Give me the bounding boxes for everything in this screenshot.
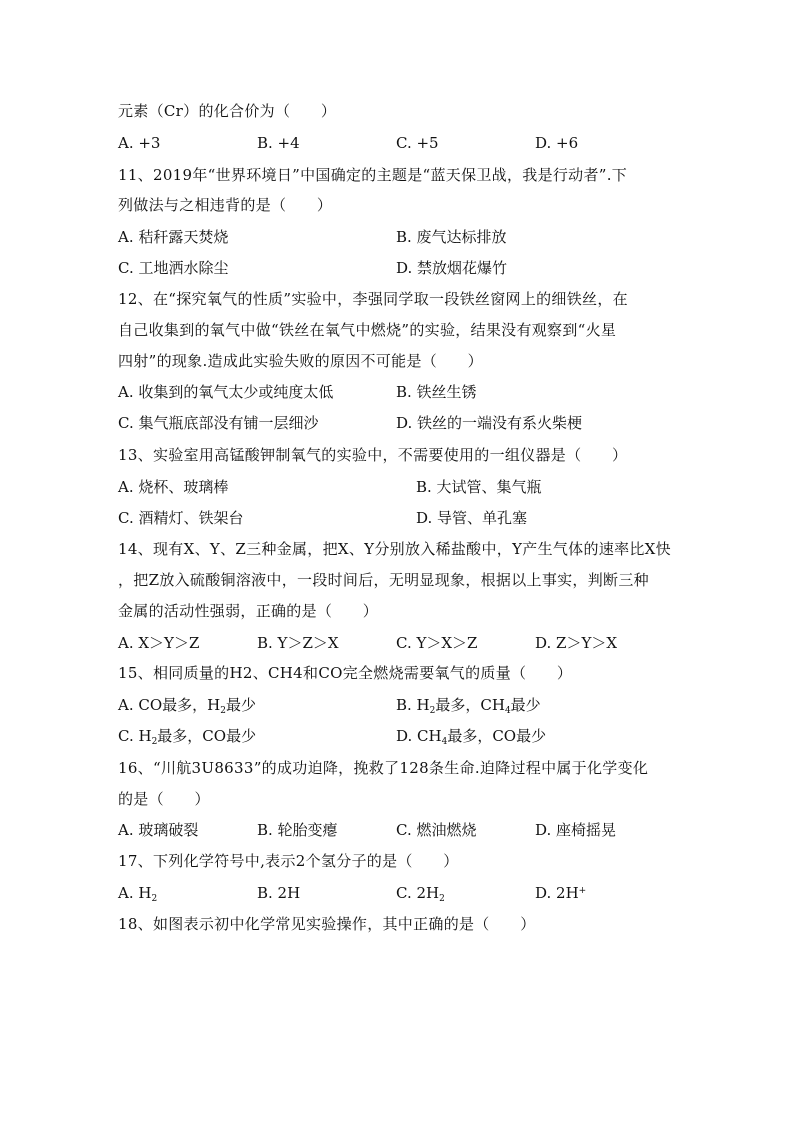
q17-option-a-text: A. H xyxy=(118,884,152,902)
q15-option-a-text2: 最少 xyxy=(225,696,256,714)
q15-option-c-text1: C. H xyxy=(118,727,152,745)
q15-option-a-subscript: 2 xyxy=(220,706,226,716)
q15-option-d xyxy=(396,726,546,746)
q15-option-b-subscript2: 4 xyxy=(504,706,511,716)
question-11-stem-line1: 11、2019年“世界环境日”中国确定的主题是“蓝天保卫战，我是行动者”.下 xyxy=(118,166,628,184)
q12-option-d: D. 铁丝的一端没有系火柴梗 xyxy=(396,414,583,432)
q15-option-b-text2: 最多，CH xyxy=(435,696,505,714)
q10-option-d: D. +6 xyxy=(535,134,579,152)
q15-option-c-subscript: 2 xyxy=(151,737,158,747)
q11-option-d: D. 禁放烟花爆竹 xyxy=(396,259,508,277)
question-14-stem-line1: 14、现有X、Y、Z三种金属，把X、Y分别放入稀盐酸中，Y产生气体的速率比X快 xyxy=(118,540,671,558)
question-12-stem-line1: 12、在“探究氧气的性质”实验中，李强同学取一段铁丝窗网上的细铁丝，在 xyxy=(118,290,628,308)
q14-option-d: D. Z＞Y＞X xyxy=(535,634,618,652)
q17-option-c xyxy=(396,883,445,903)
q13-option-a: A. 烧杯、玻璃棒 xyxy=(118,478,229,496)
q10-option-b: B. +4 xyxy=(257,134,300,152)
q11-option-a: A. 秸秆露天焚烧 xyxy=(118,228,229,246)
q16-option-a: A. 玻璃破裂 xyxy=(118,821,199,839)
q15-option-d-text1: D. CH xyxy=(396,727,442,745)
q12-option-b: B. 铁丝生锈 xyxy=(396,383,477,401)
q10-option-a: A. +3 xyxy=(118,134,161,152)
question-10-stem: 元素（Cr）的化合价为（ ） xyxy=(118,102,337,120)
question-11-stem-line2: 列做法与之相违背的是（ ） xyxy=(118,196,333,214)
q14-option-c: C. Y＞X＞Z xyxy=(396,634,478,652)
q17-option-d-text: D. 2H xyxy=(535,884,579,902)
q16-option-b: B. 轮胎变瘪 xyxy=(257,821,338,839)
q15-option-b-subscript1: 2 xyxy=(429,706,436,716)
q17-option-d xyxy=(535,883,586,903)
question-14-stem-line3: 金属的活动性强弱，正确的是（ ） xyxy=(118,602,379,620)
question-12-stem-line2: 自己收集到的氧气中做“铁丝在氧气中燃烧”的实验，结果没有观察到“火星 xyxy=(118,321,617,339)
q17-option-a xyxy=(118,883,157,903)
question-17-stem: 17、下列化学符号中,表示2个氢分子的是（ ） xyxy=(118,852,459,870)
q15-option-d-subscript: 4 xyxy=(441,737,448,747)
question-15-stem: 15、相同质量的H2、CH4和CO完全燃烧需要氧气的质量（ ） xyxy=(118,664,573,682)
q15-option-a xyxy=(118,695,256,715)
q17-option-c-subscript: 2 xyxy=(439,894,445,904)
q10-option-c: C. +5 xyxy=(396,134,439,152)
q17-option-b: B. 2H xyxy=(257,884,301,902)
q16-option-d: D. 座椅摇晃 xyxy=(535,821,617,839)
q14-option-b: B. Y＞Z＞X xyxy=(257,634,339,652)
q11-option-b: B. 废气达标排放 xyxy=(396,228,507,246)
question-12-stem-line3: 四射”的现象.造成此实验失败的原因不可能是（ ） xyxy=(118,352,483,370)
q14-option-a: A. X＞Y＞Z xyxy=(118,634,200,652)
question-16-stem-line1: 16、“川航3U8633”的成功迫降，挽救了128条生命.迫降过程中属于化学变化 xyxy=(118,759,649,777)
q13-option-b: B. 大试管、集气瓶 xyxy=(416,478,542,496)
question-16-stem-line2: 的是（ ） xyxy=(118,790,210,808)
q13-option-d: D. 导管、单孔塞 xyxy=(416,509,528,527)
question-18-stem: 18、如图表示初中化学常见实验操作，其中正确的是（ ） xyxy=(118,915,536,933)
q12-option-a: A. 收集到的氧气太少或纯度太低 xyxy=(118,383,334,401)
q15-option-b-text1: B. H xyxy=(396,696,430,714)
q16-option-c: C. 燃油燃烧 xyxy=(396,821,477,839)
q17-option-a-subscript: 2 xyxy=(151,894,158,904)
q11-option-c: C. 工地洒水除尘 xyxy=(118,259,229,277)
q15-option-d-text2: 最多，CO最少 xyxy=(447,727,547,745)
question-13-stem: 13、实验室用高锰酸钾制氧气的实验中，不需要使用的一组仪器是（ ） xyxy=(118,446,628,464)
q15-option-c xyxy=(118,726,256,746)
q17-option-c-text: C. 2H xyxy=(396,884,440,902)
question-14-stem-line2: ，把Z放入硫酸铜溶液中，一段时间后，无明显现象，根据以上事实，判断三种 xyxy=(118,571,649,589)
q13-option-c: C. 酒精灯、铁架台 xyxy=(118,509,244,527)
q15-option-c-text2: 最多，CO最少 xyxy=(157,727,257,745)
q17-option-d-superscript: + xyxy=(578,886,587,896)
q15-option-a-text1: A. CO最多，H xyxy=(118,696,221,714)
q12-option-c: C. 集气瓶底部没有铺一层细沙 xyxy=(118,414,319,432)
q15-option-b xyxy=(396,695,541,715)
q15-option-b-text3: 最少 xyxy=(510,696,541,714)
